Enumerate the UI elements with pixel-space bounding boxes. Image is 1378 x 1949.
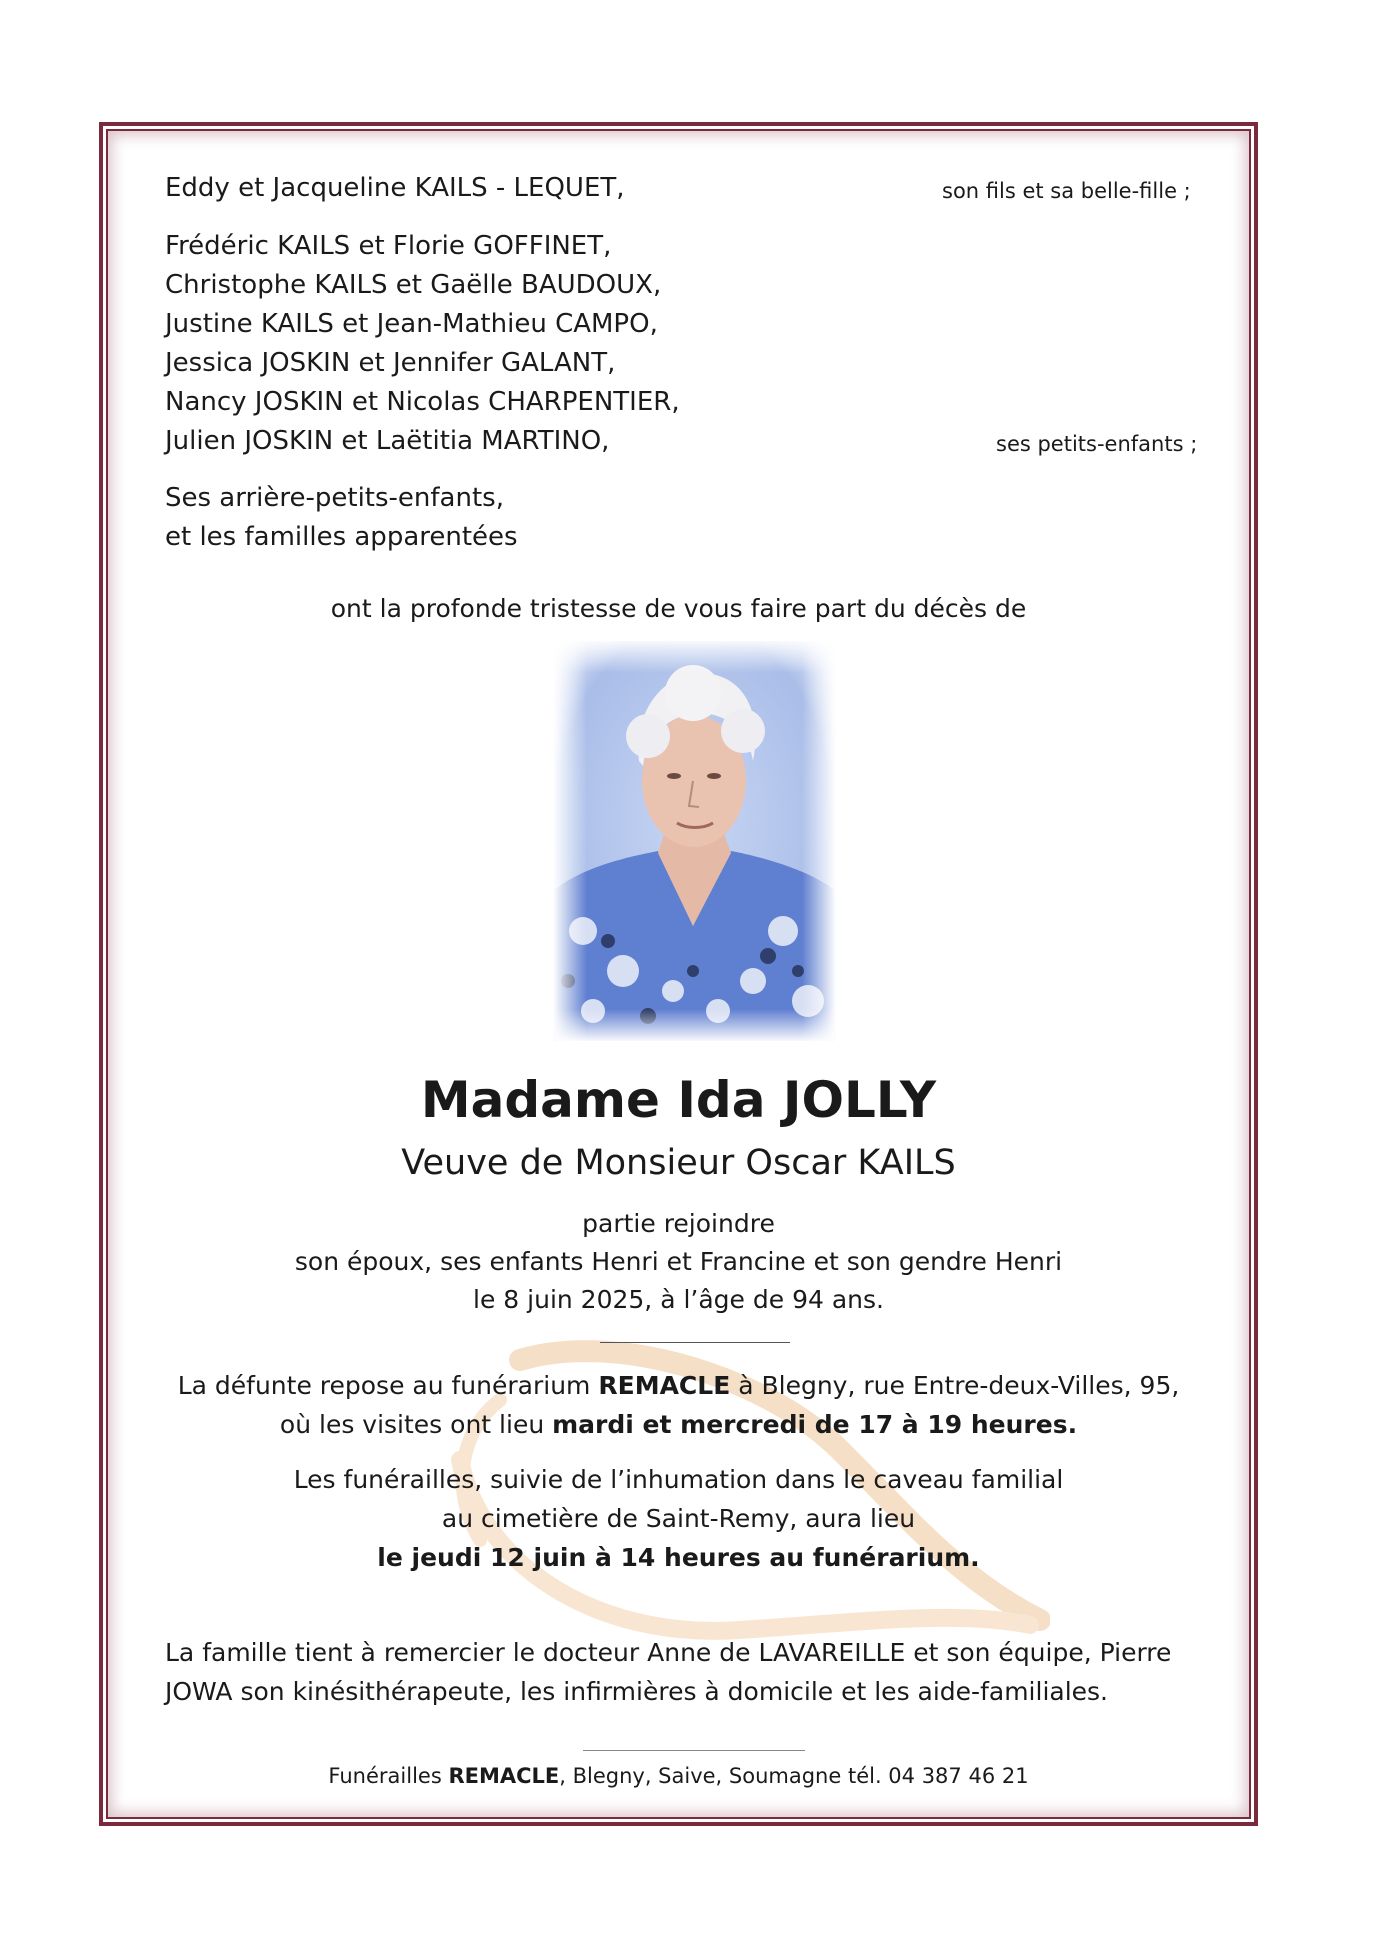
funeral-line-2: au cimetière de Saint-Remy, aura lieu [441,1504,916,1533]
grandchild-6: Julien JOSKIN et Laëtitia MARTINO, [165,426,610,456]
separator-1 [600,1342,790,1343]
visitation-text-a: La défunte repose au funérarium [177,1371,599,1400]
visitation-hours: mardi et mercredi de 17 à 19 heures. [552,1410,1078,1439]
thanks-line-1: La famille tient à remercier le docteur Anne de LAVAREILLE et son équipe, Pierre [165,1638,1172,1667]
related-families: et les familles apparentées [165,522,518,552]
visitation-text-b: à Blegny, rue Entre-deux-Villes, 95, [730,1371,1180,1400]
visitation-line-2 [106,1406,1251,1444]
footer-text-b: , Blegny, Saive, Soumagne tél. 04 387 46 21 [559,1764,1029,1788]
deceased-line-2: son époux, ses enfants Henri et Francine et son gendre Henri [294,1247,1063,1276]
family-relation-1: son fils et sa belle-fille ; [942,179,1191,203]
family-line-1: Eddy et Jacqueline KAILS - LEQUET, [165,173,625,203]
portrait-photo [553,641,836,1041]
grandchild-1: Frédéric KAILS et Florie GOFFINET, [165,231,612,261]
footer-line [106,1758,1251,1794]
funeral-home-name: REMACLE [598,1371,731,1400]
funeral-datetime: le jeudi 12 juin à 14 heures au funérarium. [377,1543,980,1572]
deceased-subtitle: Veuve de Monsieur Oscar KAILS [401,1143,956,1183]
funeral-line-1: Les funérailles, suivie de l’inhumation dans le caveau familial [293,1465,1064,1494]
separator-2 [583,1750,805,1751]
grandchild-5: Nancy JOSKIN et Nicolas CHARPENTIER, [165,387,680,417]
visitation-line-1 [106,1367,1251,1405]
great-grandchildren: Ses arrière-petits-enfants, [165,483,504,513]
visitation-text-c: où les visites ont lieu [279,1410,553,1439]
footer-company: REMACLE [448,1764,560,1788]
announcement-text: ont la profonde tristesse de vous faire part du décès de [330,594,1027,623]
deceased-line-3: le 8 juin 2025, à l’âge de 94 ans. [473,1285,884,1314]
grandchildren-relation: ses petits-enfants ; [996,432,1198,456]
thanks-line-2: JOWA son kinésithérapeute, les infirmières à domicile et les aide-familiales. [165,1677,1109,1706]
deceased-line-1: partie rejoindre [582,1209,775,1238]
grandchild-3: Justine KAILS et Jean-Mathieu CAMPO, [165,309,658,339]
grandchild-4: Jessica JOSKIN et Jennifer GALANT, [165,348,616,378]
grandchild-2: Christophe KAILS et Gaëlle BAUDOUX, [165,270,662,300]
footer-text-a: Funérailles [328,1764,449,1788]
deceased-name: Madame Ida JOLLY [420,1071,937,1129]
